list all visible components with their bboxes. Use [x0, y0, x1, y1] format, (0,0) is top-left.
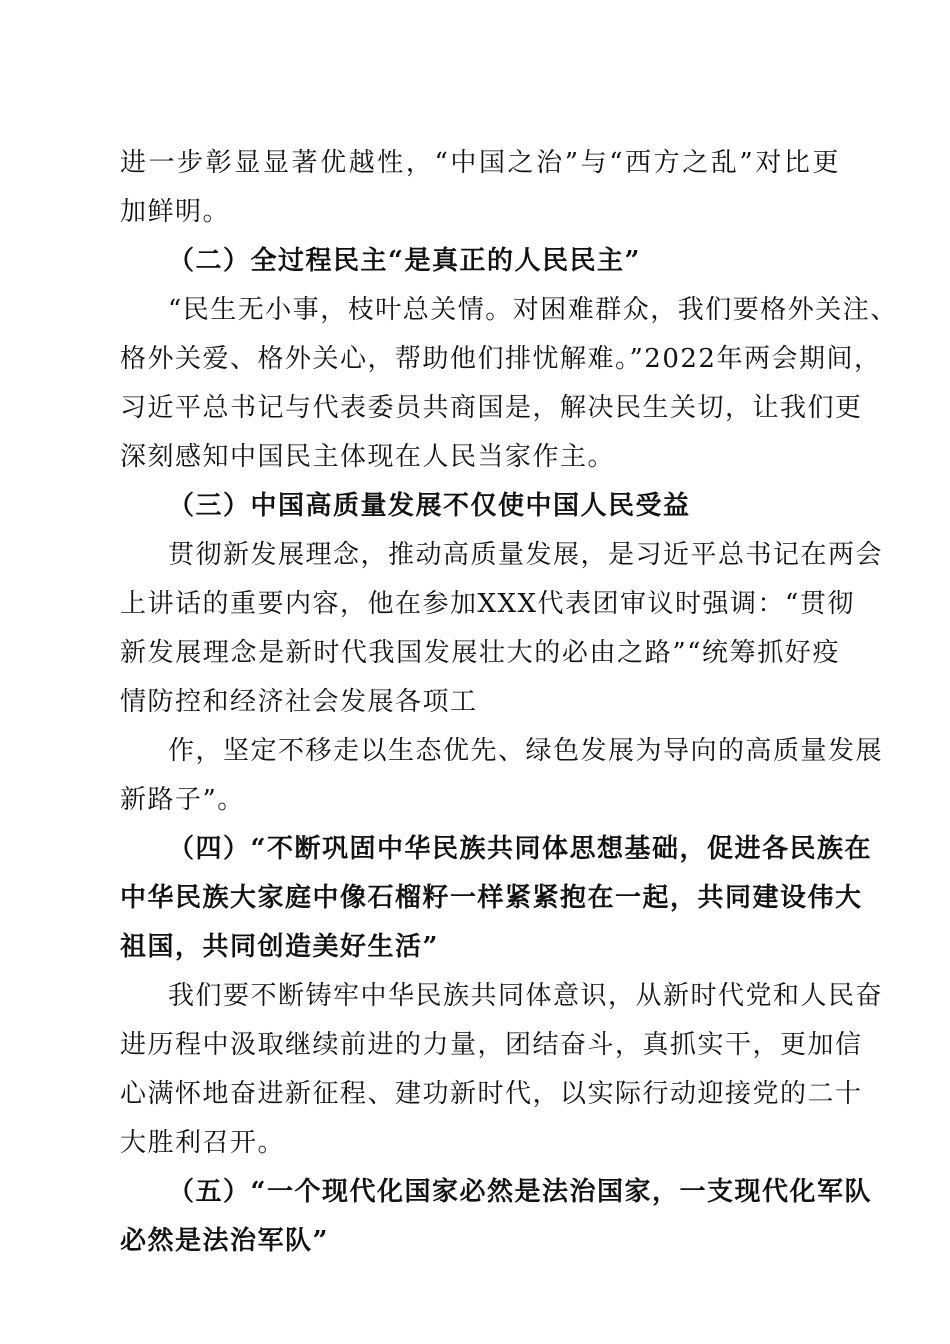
section-heading-4: （四）“不断巩固中华民族共同体思想基础，促进各民族在: [168, 834, 872, 864]
paragraph-line: 进一步彰显显著优越性，“中国之治”与“西方之乱”对比更: [120, 148, 840, 178]
paragraph-line: 习近平总书记与代表委员共商国是，解决民生关切，让我们更: [120, 393, 863, 423]
paragraph-line: 作，坚定不移走以生态优先、绿色发展为导向的高质量发展: [168, 736, 884, 766]
section-heading-2: （二）全过程民主“是真正的人民民主”: [168, 246, 641, 276]
section-heading-4-cont: 祖国，共同创造美好生活”: [120, 932, 439, 962]
paragraph-line: 新路子”。: [120, 785, 245, 815]
paragraph-line: 进历程中汲取继续前进的力量，团结奋斗，真抓实干，更加信: [120, 1030, 863, 1060]
paragraph-line: 深刻感知中国民主体现在人民当家作主。: [120, 442, 616, 472]
paragraph-line: 格外关爱、格外关心，帮助他们排忧解难。”2022年两会期间，: [120, 344, 882, 374]
section-heading-5: （五）“一个现代化国家必然是法治国家，一支现代化军队: [168, 1177, 872, 1207]
paragraph-line: 大胜利召开。: [120, 1128, 286, 1158]
paragraph-line: 新发展理念是新时代我国发展壮大的必由之路”“统筹抓好疫: [120, 638, 840, 668]
paragraph-line: 加鲜明。: [120, 197, 231, 227]
paragraph-line: 情防控和经济社会发展各项工: [120, 687, 478, 717]
paragraph-line: 上讲话的重要内容，他在参加XXX代表团审议时强调：“贯彻: [120, 589, 855, 619]
paragraph-line: 贯彻新发展理念，推动高质量发展，是习近平总书记在两会: [168, 540, 884, 570]
section-heading-5-cont: 必然是法治军队”: [120, 1226, 329, 1256]
paragraph-line: 心满怀地奋进新征程、建功新时代，以实际行动迎接党的二十: [120, 1079, 863, 1109]
section-heading-3: （三）中国高质量发展不仅使中国人民受益: [168, 491, 691, 521]
section-heading-4-cont: 中华民族大家庭中像石榴籽一样紧紧抱在一起，共同建设伟大: [120, 883, 863, 913]
paragraph-line: 我们要不断铸牢中华民族共同体意识，从新时代党和人民奋: [168, 981, 884, 1011]
paragraph-line: “民生无小事，枝叶总关情。对困难群众，我们要格外关注、: [168, 295, 898, 325]
